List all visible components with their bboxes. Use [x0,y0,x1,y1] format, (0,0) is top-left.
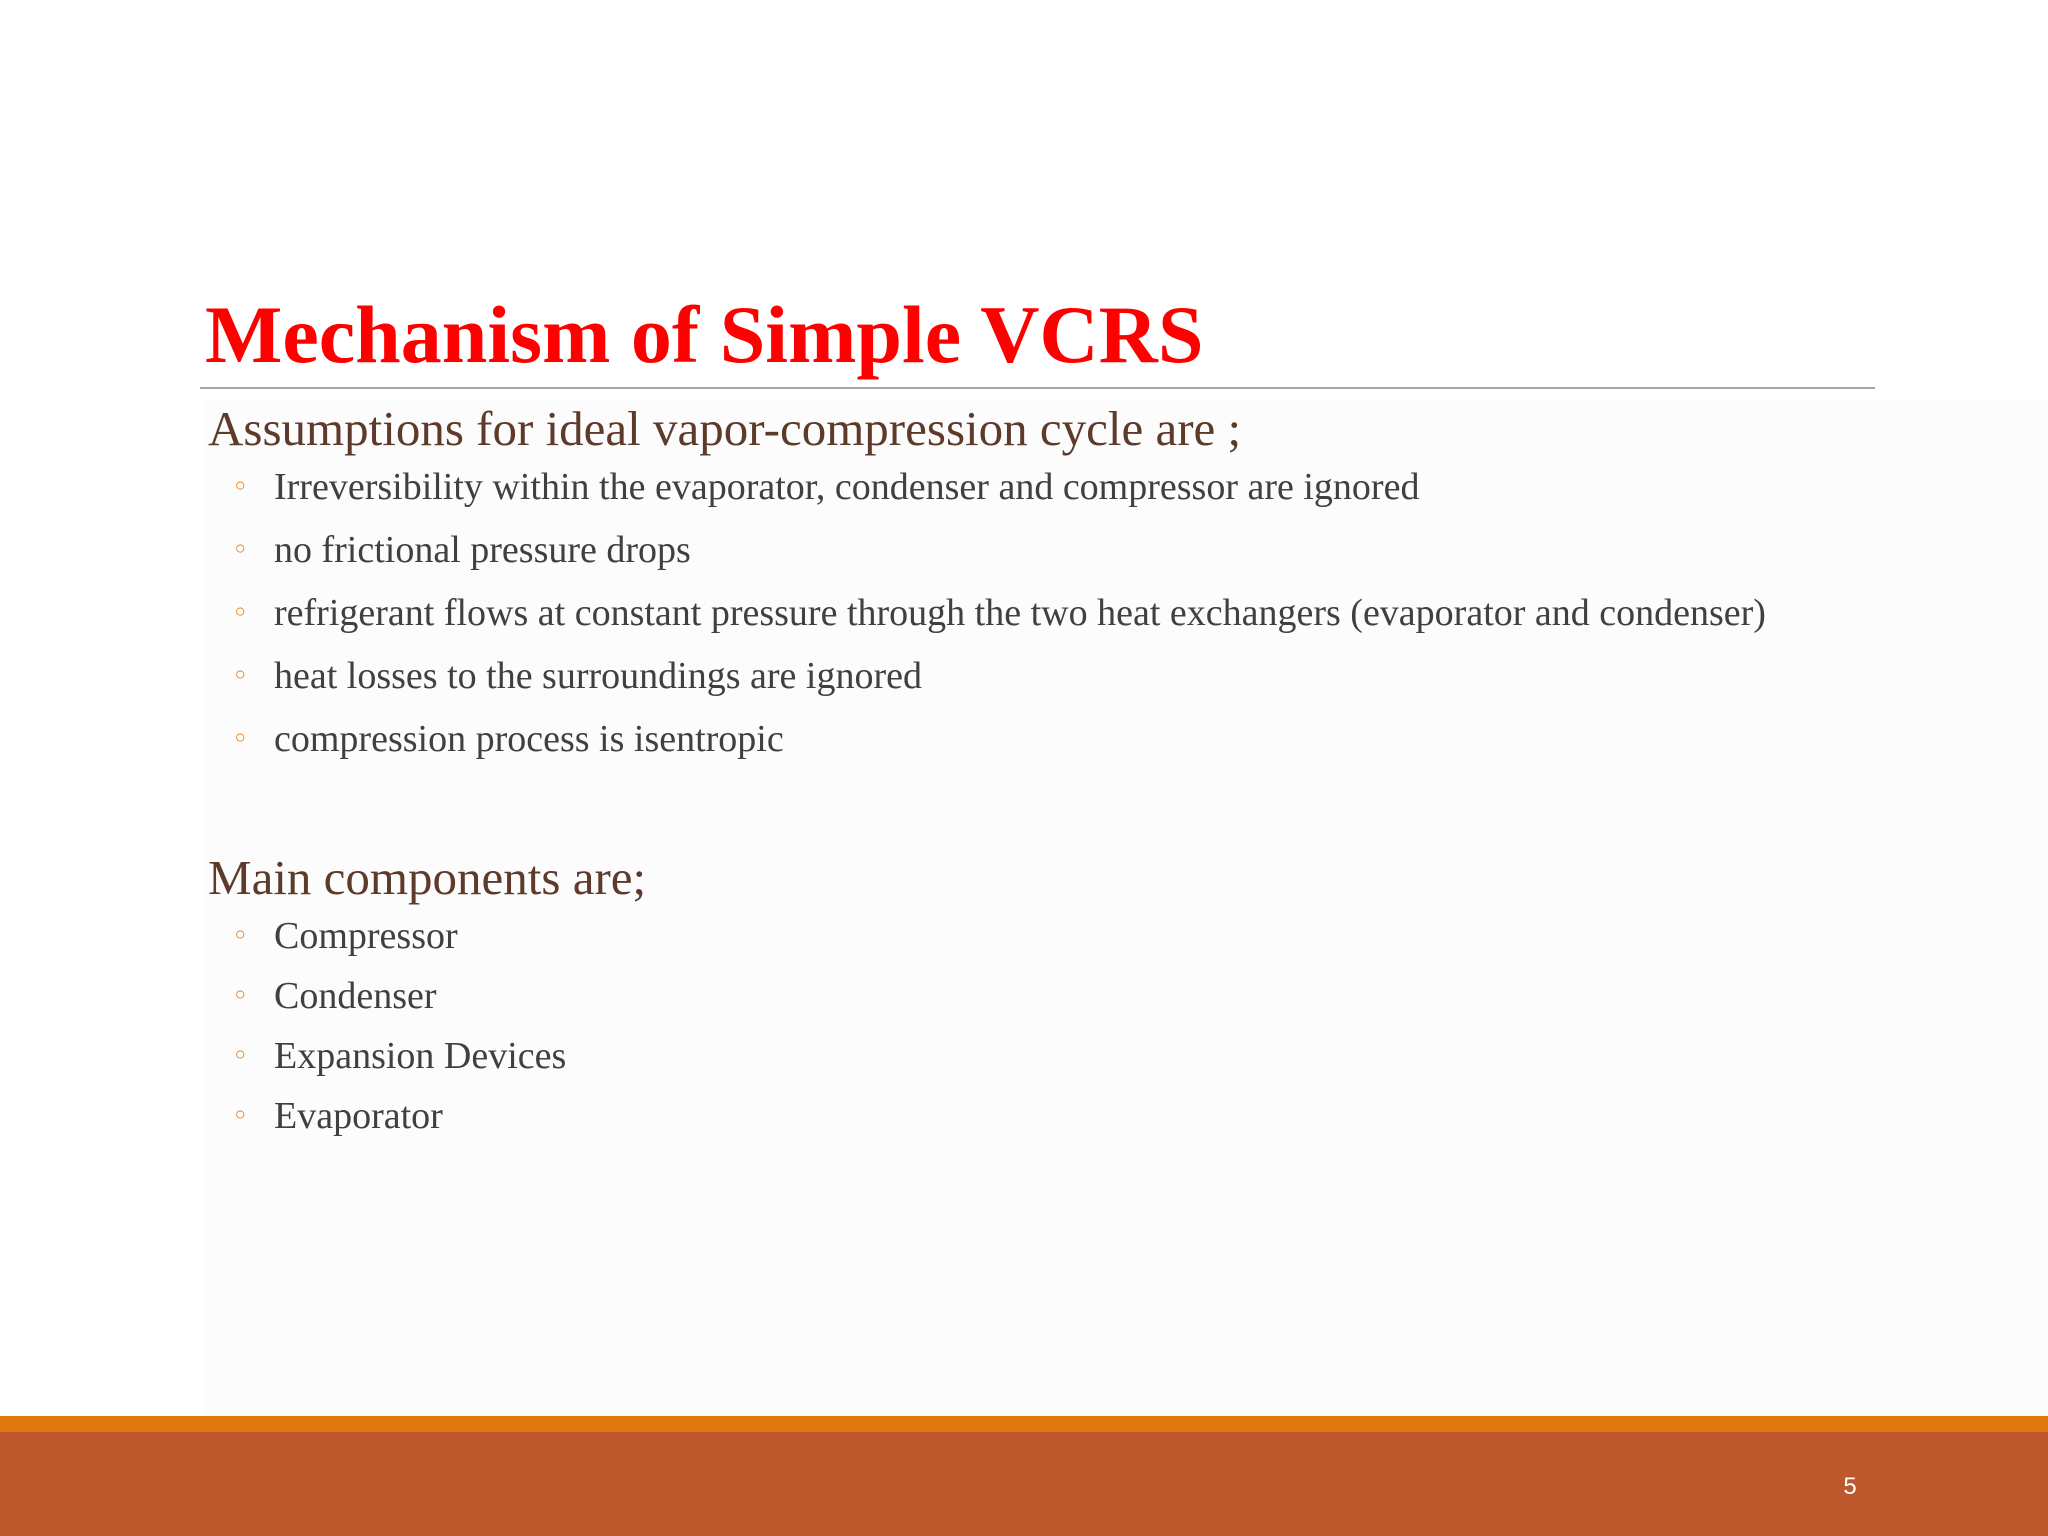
list-item-text: no frictional pressure drops [274,529,691,571]
bullet-icon: ◦ [232,1039,249,1072]
list-item [208,973,1848,1019]
list-item [208,716,1848,762]
list-item [208,464,1848,510]
list-item-text: Evaporator [274,1095,443,1137]
list-item-text: Expansion Devices [274,1035,567,1077]
slide-title: Mechanism of Simple VCRS [205,289,1204,380]
assumptions-section [208,400,1848,762]
bullet-icon: ◦ [232,979,249,1012]
list-item-text: Irreversibility within the evaporator, condenser and compressor are ignored [274,466,1420,508]
list-item-text: compression process is isentropic [274,718,784,760]
title-divider [200,387,1875,389]
assumptions-list [208,464,1848,762]
bullet-icon: ◦ [232,1099,249,1132]
components-list [208,913,1848,1139]
list-item [208,1093,1848,1139]
list-item-text: Compressor [274,915,458,957]
footer-accent-stripe [0,1416,2048,1432]
list-item-text: refrigerant flows at constant pressure through the two heat exchangers (evaporator and condenser) [274,592,1766,634]
list-item-text: Condenser [274,975,437,1017]
bullet-icon: ◦ [232,470,249,503]
section-heading-components: Main components are; [208,850,647,905]
bullet-icon: ◦ [232,533,249,566]
components-section [208,849,1848,1139]
section-heading-assumptions: Assumptions for ideal vapor-compression cycle are ; [208,401,1242,456]
bullet-icon: ◦ [232,596,249,629]
list-item [208,653,1848,699]
slide-body [208,400,1848,1139]
list-item [208,527,1848,573]
footer-bar [0,1432,2048,1536]
bullet-icon: ◦ [232,659,249,692]
list-item-text: heat losses to the surroundings are ignored [274,655,922,697]
bullet-icon: ◦ [232,722,249,755]
list-item [208,1033,1848,1079]
bullet-icon: ◦ [232,919,249,952]
list-item [208,590,1848,636]
page-number: 5 [1843,1473,1857,1500]
list-item [208,913,1848,959]
